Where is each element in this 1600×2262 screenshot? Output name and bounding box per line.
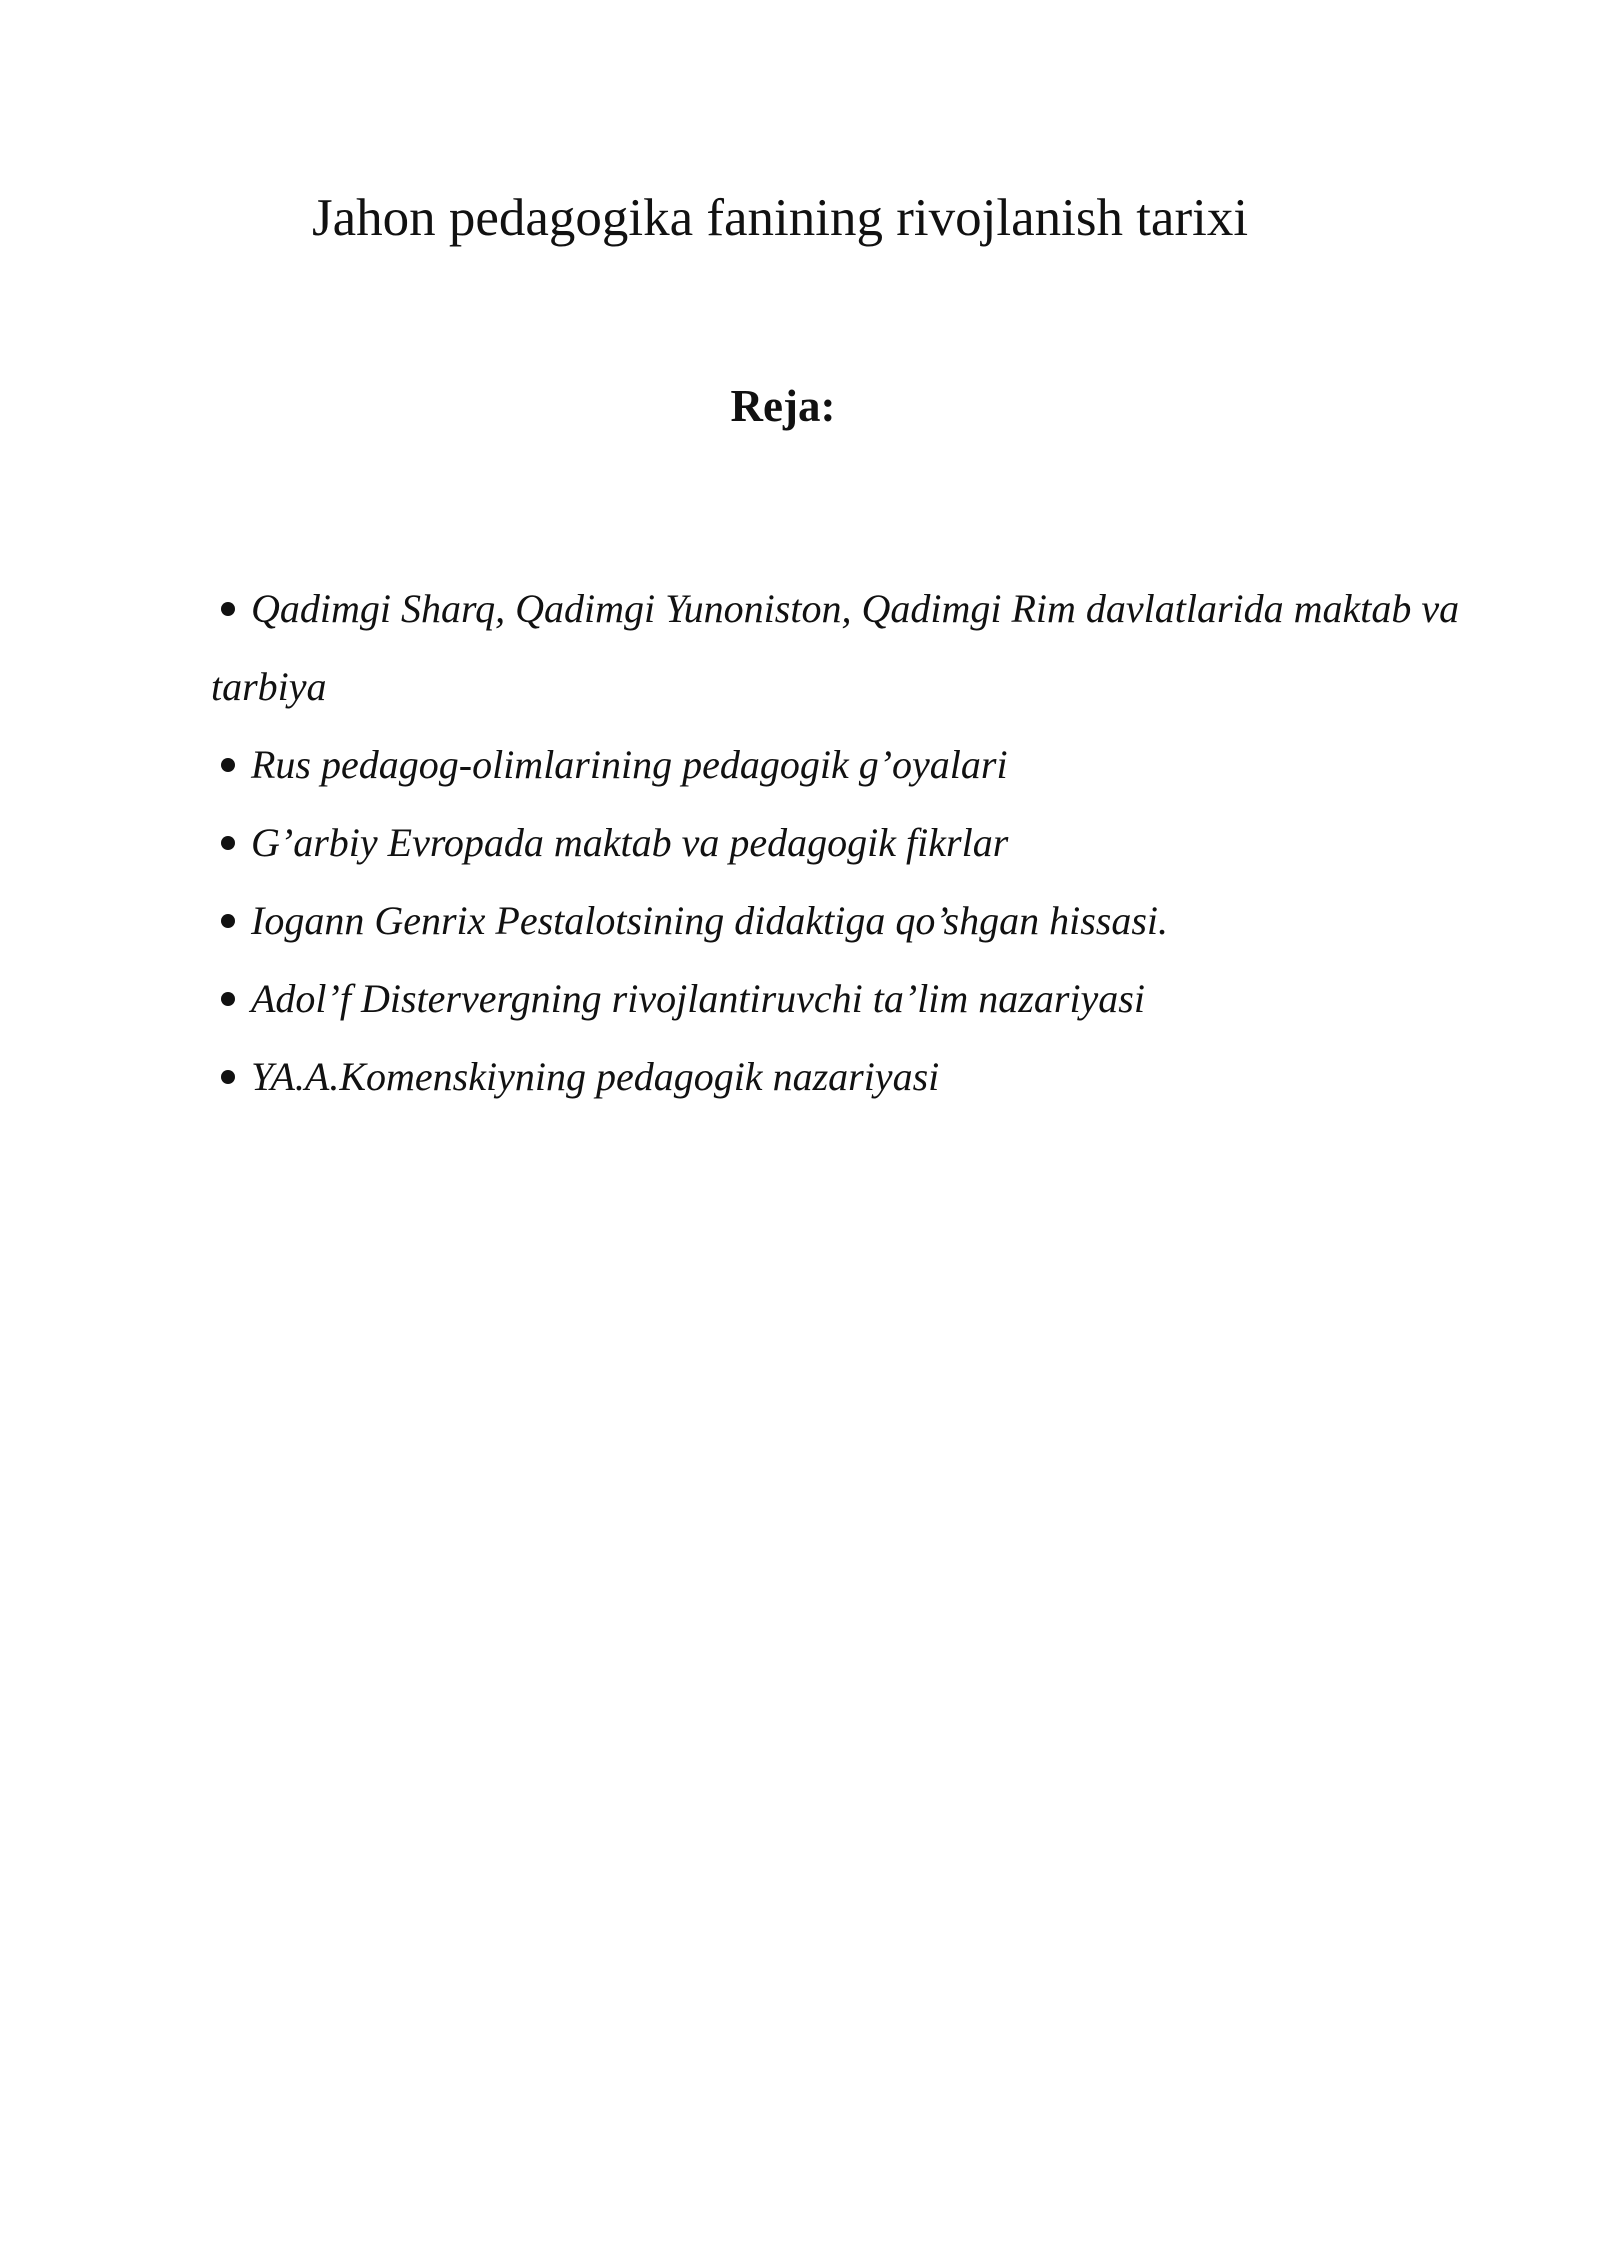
bullet-icon [221, 914, 235, 928]
plan-item-text: G’arbiy Evropada maktab va pedagogik fikrlar [251, 820, 1009, 865]
bullet-icon [221, 836, 235, 850]
bullet-icon [221, 1070, 235, 1084]
plan-item-text: Adol’f Distervergning rivojlantiruvchi ta’lim nazariyasi [251, 976, 1145, 1021]
plan-item-text: Qadimgi Sharq, Qadimgi Yunoniston, Qadimgi Rim davlatlarida maktab va tarbiya [211, 586, 1470, 709]
plan-item [211, 726, 1471, 804]
plan-item [211, 882, 1471, 960]
document-title: Jahon pedagogika fanining rivojlanish tarixi [311, 189, 1249, 247]
plan-item [211, 570, 1471, 726]
plan-item [211, 960, 1471, 1038]
plan-list [211, 570, 1471, 1116]
plan-item [211, 1038, 1471, 1116]
plan-item-text: Iogann Genrix Pestalotsining didaktiga qo’shgan hissasi. [251, 898, 1169, 943]
plan-item-text: Rus pedagog-olimlarining pedagogik g’oyalari [251, 742, 1008, 787]
bullet-icon [221, 992, 235, 1006]
bullet-icon [221, 758, 235, 772]
plan-item [211, 804, 1471, 882]
bullet-icon [221, 602, 235, 616]
plan-item-text: YA.A.Komenskiyning pedagogik nazariyasi [251, 1054, 940, 1099]
plan-heading: Reja: [730, 381, 836, 431]
